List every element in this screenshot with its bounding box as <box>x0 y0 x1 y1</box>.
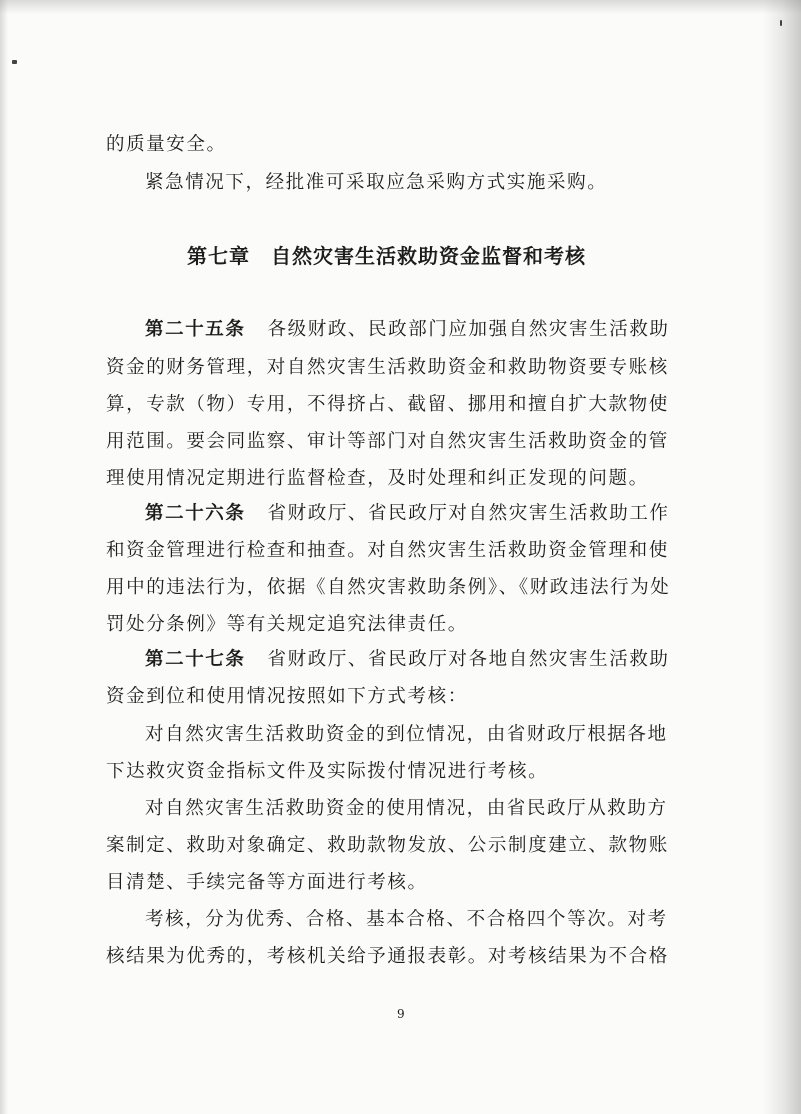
text-line: 用中的违法行为，依据《自然灾害救助条例》、《财政违法行为处 <box>106 577 671 598</box>
scan-top-shadow <box>0 0 801 14</box>
article-label: 第二十六条 <box>145 503 246 524</box>
page-number: 9 <box>397 1007 405 1021</box>
article-text: 各级财政、民政部门应加强自然灾害生活救助 <box>267 319 670 340</box>
text-line: 资金到位和使用情况按照如下方式考核： <box>106 686 468 707</box>
article-text: 省财政厅、省民政厅对各地自然灾害生活救助 <box>267 649 670 670</box>
text-line <box>145 648 670 672</box>
text-line: 资金的财务管理，对自然灾害生活救助资金和救助物资要专账核 <box>106 357 669 378</box>
text-line <box>145 502 670 526</box>
text-line: 用范围。要会同监察、审计等部门对自然灾害生活救助资金的管 <box>106 431 669 452</box>
text-line: 理使用情况定期进行监督检查，及时处理和纠正发现的问题。 <box>106 468 649 489</box>
text-line: 的质量安全。 <box>106 134 227 155</box>
scan-left-shadow <box>0 0 8 1114</box>
text-line: 下达救灾资金指标文件及实际拨付情况进行考核。 <box>106 761 549 782</box>
text-line: 和资金管理进行检查和抽查。对自然灾害生活救助资金管理和使 <box>106 540 669 561</box>
article-label: 第二十五条 <box>145 319 246 340</box>
text-line <box>145 318 670 342</box>
text-line: 对自然灾害生活救助资金的到位情况，由省财政厅根据各地 <box>145 724 668 745</box>
scan-edge-shadow <box>763 0 801 1114</box>
chapter-heading: 第七章 自然灾害生活救助资金监督和考核 <box>187 244 586 268</box>
text-line: 目清楚、手续完备等方面进行考核。 <box>106 872 428 893</box>
scan-speck <box>12 60 17 64</box>
text-line: 算，专款（物）专用，不得挤占、截留、挪用和擅自扩大款物使 <box>106 394 669 415</box>
scan-speck <box>780 20 782 26</box>
article-text: 省财政厅、省民政厅对自然灾害生活救助工作 <box>267 503 670 524</box>
text-line: 对自然灾害生活救助资金的使用情况，由省民政厅从救助方 <box>145 798 668 819</box>
text-line: 罚处分条例》等有关规定追究法律责任。 <box>106 614 468 635</box>
text-line: 紧急情况下，经批准可采取应急采购方式实施采购。 <box>145 172 608 193</box>
article-label: 第二十七条 <box>145 649 246 670</box>
text-line: 考核，分为优秀、合格、基本合格、不合格四个等次。对考 <box>145 909 668 930</box>
text-line: 案制定、救助对象确定、救助款物发放、公示制度建立、款物账 <box>106 835 669 856</box>
text-line: 核结果为优秀的，考核机关给予通报表彰。对考核结果为不合格 <box>106 946 669 967</box>
